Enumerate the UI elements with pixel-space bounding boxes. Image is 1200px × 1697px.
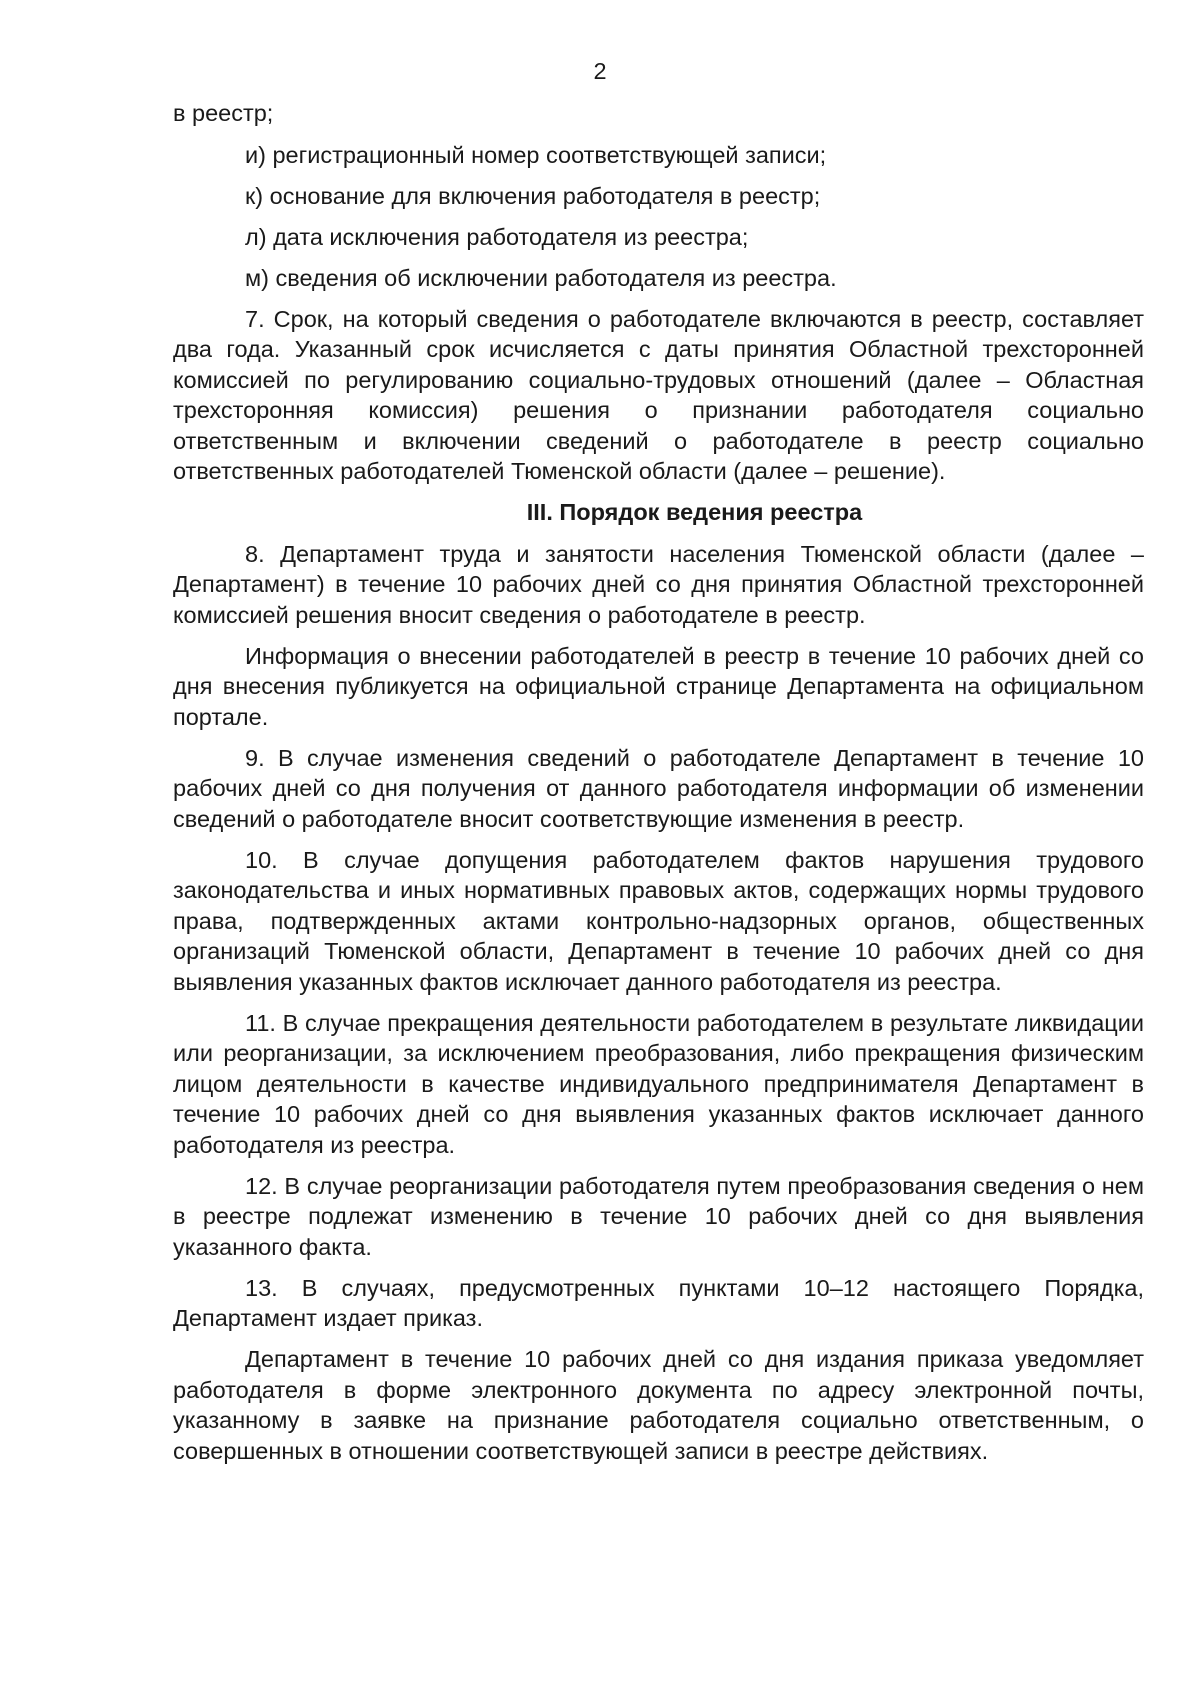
list-item-k: к) основание для включения работодателя в реестр; (245, 182, 821, 209)
clause-8-info: Информация о внесении работодателей в реестр в течение 10 рабочих дней со дня внесения публикуется на официальной странице Департамента на официальном портале. (173, 642, 1144, 730)
clause-7: 7. Срок, на который сведения о работодателе включаются в реестр, составляет два года. Указанный срок исчисляется с даты принятия Областной трехсторонней комиссией по регулированию социально-трудовых отношений (далее – Областная трехсторонняя комиссия) решения о признании работодателя социально ответственным и включении сведений о работодателе в реестр социально ответственных работодателей Тюменской области (далее – решение). (173, 305, 1144, 484)
page-number: 2 (593, 58, 607, 84)
clause-12: 12. В случае реорганизации работодателя путем преобразования сведения о нем в реестре подлежат изменению в течение 10 рабочих дней со дня выявления указанного факта. (173, 1172, 1144, 1260)
document-body (173, 98, 1144, 1477)
paragraph-continuation: в реестр; (173, 100, 274, 126)
clause-13: 13. В случаях, предусмотренных пунктами 10–12 настоящего Порядка, Департамент издает приказ. (173, 1274, 1144, 1331)
list-item-l: л) дата исключения работодателя из реестра; (245, 223, 749, 250)
list-item-m: м) сведения об исключении работодателя из реестра. (245, 264, 837, 291)
clause-9: 9. В случае изменения сведений о работодателе Департамент в течение 10 рабочих дней со дня получения от данного работодателя информации об изменении сведений о работодателе вносит соответствующие изменения в реестр. (173, 744, 1144, 832)
clause-11: 11. В случае прекращения деятельности работодателем в результате ликвидации или реорганизации, за исключением преобразования, либо прекращения физическим лицом деятельности в качестве индивидуального предпринимателя Департамент в течение 10 рабочих дней со дня выявления указанных фактов исключает данного работодателя из реестра. (173, 1009, 1144, 1158)
clause-13-notice: Департамент в течение 10 рабочих дней со дня издания приказа уведомляет работодателя в форме электронного документа по адресу электронной почты, указанному в заявке на признание работодателя социально ответственным, о совершенных в отношении соответствующей записи в реестре действиях. (173, 1346, 1144, 1464)
section-heading: III. Порядок ведения реестра (526, 499, 863, 525)
clause-10: 10. В случае допущения работодателем фактов нарушения трудового законодательства и иных нормативных правовых актов, содержащих нормы трудового права, подтвержденных актами контрольно-надзорных органов, общественных организаций Тюменской области, Департамент в течение 10 рабочих дней со дня выявления указанных фактов исключает данного работодателя из реестра. (173, 846, 1144, 995)
clause-8: 8. Департамент труда и занятости населения Тюменской области (далее – Департамент) в течение 10 рабочих дней со дня принятия Областной трехсторонней комиссией решения вносит сведения о работодателе в реестр. (173, 540, 1144, 628)
list-item-i: и) регистрационный номер соответствующей записи; (245, 141, 827, 168)
